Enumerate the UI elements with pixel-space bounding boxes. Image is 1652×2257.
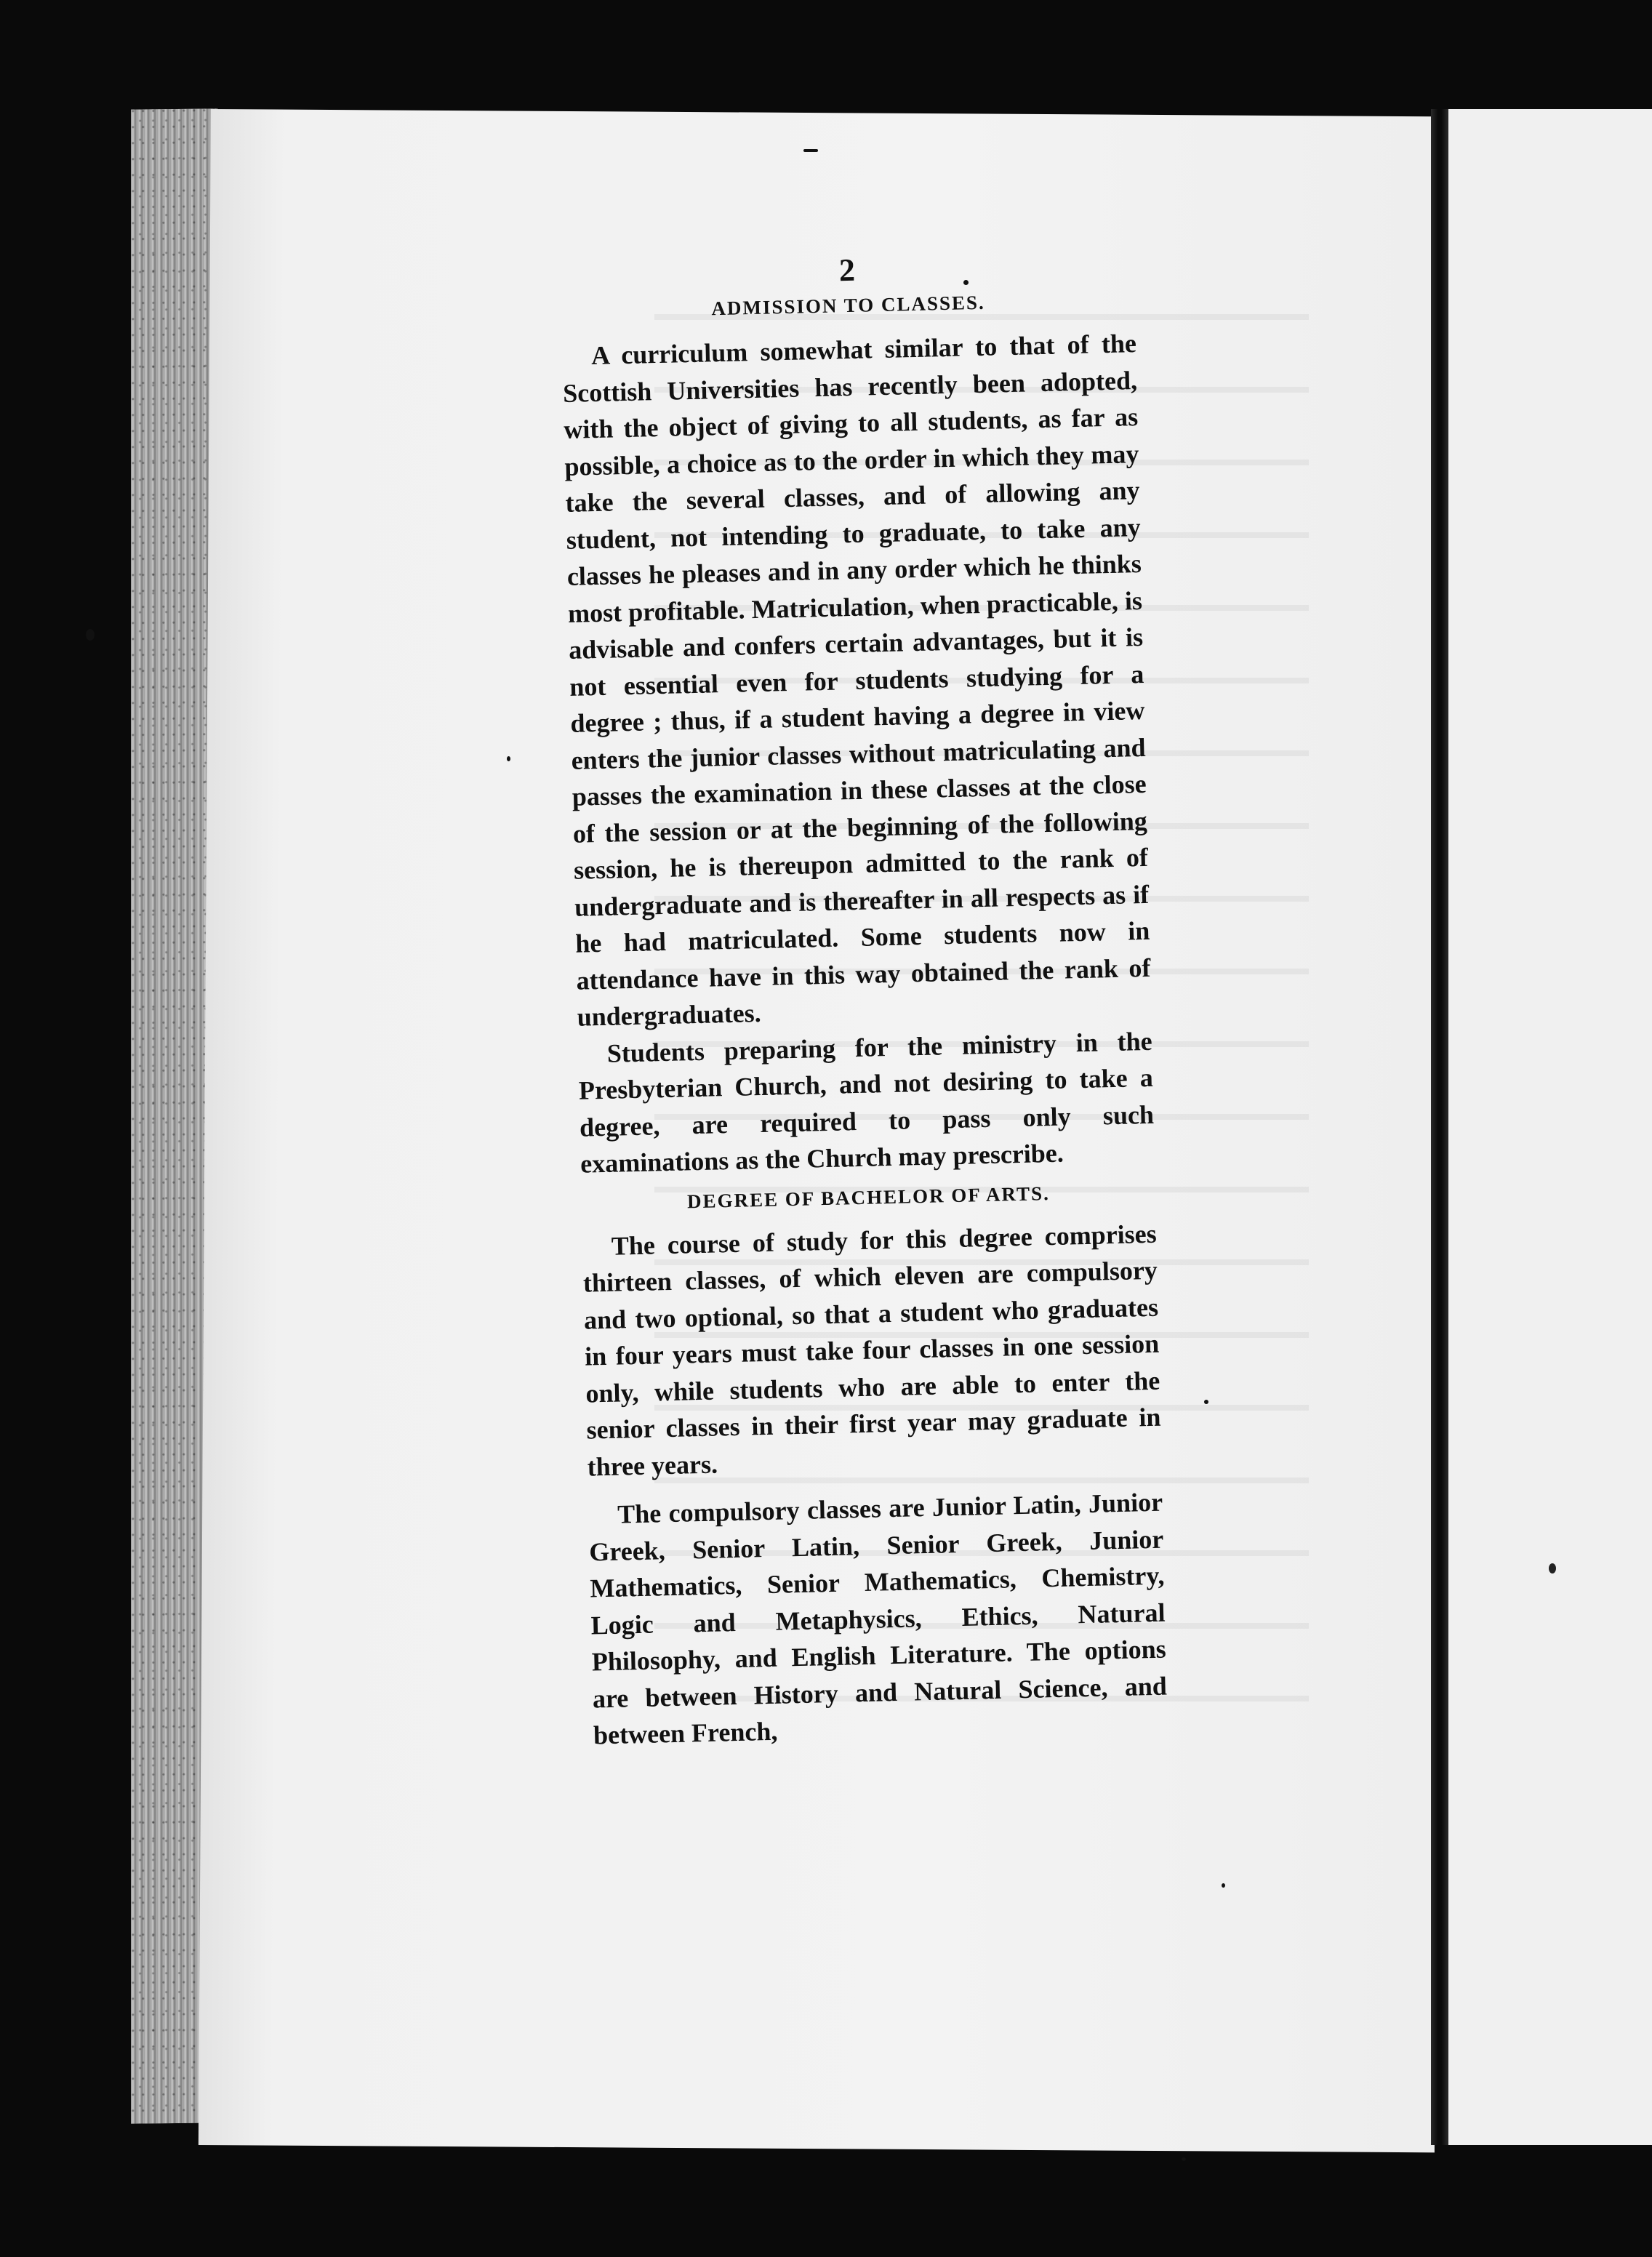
paragraph-course-of-study: The course of study for this degree comprises thirteen classes, of which eleven are compulsory and two optional, so that a student who graduates in four years must take four classes in one session only, while students who are able to enter the senior classes in their first year may graduate in three years.: [582, 1219, 1161, 1482]
ink-speck: [86, 629, 95, 641]
ink-speck: [1204, 1400, 1208, 1404]
ink-speck: [1222, 1883, 1225, 1888]
book-gutter: [1431, 109, 1448, 2145]
facing-page: [1448, 109, 1652, 2145]
paragraph-ministry-students: Students preparing for the ministry in the Presbyterian Church, and not desiring to take a degree, are required to pass only such examinations as the Church may prescribe.: [578, 1026, 1155, 1179]
ink-speck: [507, 756, 510, 761]
ink-speck: [1182, 2157, 1186, 2161]
paragraph-curriculum: A curriculum somewhat similar to that of the Scottish Universities has recently been adopted, with the object of giving to all students, as far as possible, a choice as to the order in which they may take the several classes, and of allowing any student, not intending to graduate, to take any classes he pleases and in any order which he thinks most profitable. Matriculation, when practicable, is advisable and confers certain advantages, but it is not essential even for students studying for a degree ; thus, if a student having a degree in view enters the junior classes without matriculating and passes the examination in these classes at the close of the session or at the beginning of the following session, he is thereupon admitted to the rank of undergraduate and is thereafter in all respects as if he had matriculated. Some students now in attendance have in this way obtained the rank of undergraduates.: [562, 329, 1151, 1032]
paragraph-compulsory-classes: The compulsory classes are Junior Latin, Junior Greek, Senior Latin, Senior Greek, Junior Mathematics, Senior Mathematics, Chemistry, Logic and Metaphysics, Ethics, Natural Philosophy, and English Literature. The options are between History and Natural Science, and between French,: [588, 1487, 1168, 1750]
text-column: [560, 245, 1168, 1754]
section-heading-bachelor-of-arts: DEGREE OF BACHELOR OF ARTS.: [686, 1182, 1051, 1212]
page-number: 2: [838, 252, 857, 289]
facing-page-speck: [1549, 1563, 1556, 1574]
ink-speck: [803, 149, 818, 152]
section-heading-admission: ADMISSION TO CLASSES.: [711, 291, 986, 320]
